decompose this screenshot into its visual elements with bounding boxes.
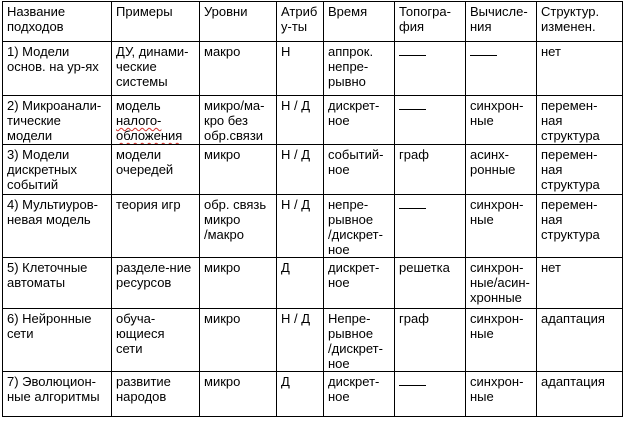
cell-line: аппрок. bbox=[328, 44, 374, 59]
cell-line: Н bbox=[281, 44, 291, 59]
cell-line: ные bbox=[470, 212, 494, 227]
header-line: Структур. bbox=[541, 4, 600, 19]
cell-topology bbox=[395, 145, 466, 195]
cell-attributes bbox=[277, 309, 324, 372]
cell-line: Д bbox=[281, 374, 290, 389]
cell-line: событий bbox=[7, 177, 59, 192]
cell-line: непре- bbox=[328, 59, 369, 74]
header-cell-examples bbox=[112, 2, 200, 42]
header-line: Примеры bbox=[116, 4, 173, 19]
cell-line: перемен- bbox=[541, 147, 598, 162]
table-header-row bbox=[3, 2, 623, 42]
cell-structure bbox=[537, 372, 623, 417]
cell-line: системы bbox=[116, 74, 168, 89]
table-row bbox=[3, 309, 623, 372]
cell-line: модель bbox=[116, 98, 161, 113]
cell-line: обр. связь bbox=[204, 197, 267, 212]
cell-line: синхрон- bbox=[470, 260, 524, 275]
header-line: Название bbox=[7, 4, 66, 19]
cell-examples bbox=[112, 309, 200, 372]
header-line: Уровни bbox=[204, 4, 248, 19]
cell-line: микро bbox=[204, 147, 241, 162]
cell-line: ющиеся bbox=[116, 326, 165, 341]
cell-examples bbox=[112, 258, 200, 309]
table-row bbox=[3, 145, 623, 195]
cell-line: перемен- bbox=[541, 98, 598, 113]
cell-line: асинх- bbox=[470, 147, 509, 162]
document-area bbox=[2, 1, 623, 417]
header-line: подходов bbox=[7, 19, 64, 34]
cell-line: 3) Модели bbox=[7, 147, 70, 162]
cell-computation bbox=[466, 195, 537, 258]
cell-line: синхрон- bbox=[470, 98, 524, 113]
cell-line: ное bbox=[328, 242, 350, 257]
cell-line: обр.связи bbox=[204, 128, 264, 143]
cell-line: ное bbox=[328, 275, 350, 290]
cell-computation bbox=[466, 145, 537, 195]
cell-line: обуча- bbox=[116, 311, 156, 326]
cell-line: /дискрет- bbox=[328, 341, 383, 356]
cell-line: дискретных bbox=[7, 162, 78, 177]
cell-name bbox=[3, 145, 112, 195]
cell-levels bbox=[200, 42, 277, 96]
cell-line: ная bbox=[541, 212, 563, 227]
cell-time bbox=[324, 195, 395, 258]
cell-line: решетка bbox=[399, 260, 450, 275]
cell-levels bbox=[200, 309, 277, 372]
cell-line: /макро bbox=[204, 227, 244, 242]
cell-levels bbox=[200, 145, 277, 195]
cell-line: 7) Эволюцион- bbox=[7, 374, 97, 389]
cell-line: Непре- bbox=[328, 311, 371, 326]
cell-line: ное bbox=[328, 356, 350, 371]
header-line: изменен. bbox=[541, 19, 596, 34]
cell-name bbox=[3, 372, 112, 417]
cell-line: невая модель bbox=[7, 212, 91, 227]
cell-line: модели bbox=[116, 147, 162, 162]
cell-line: Н / Д bbox=[281, 311, 311, 326]
cell-examples bbox=[112, 195, 200, 258]
cell-attributes bbox=[277, 258, 324, 309]
cell-attributes bbox=[277, 372, 324, 417]
cell-structure bbox=[537, 258, 623, 309]
header-cell-levels bbox=[200, 2, 277, 42]
cell-topology bbox=[395, 372, 466, 417]
cell-line: структура bbox=[541, 177, 600, 192]
cell-line: автоматы bbox=[7, 275, 66, 290]
header-cell-topology bbox=[395, 2, 466, 42]
cell-line: 2) Микроанали- bbox=[7, 98, 102, 113]
cell-attributes bbox=[277, 42, 324, 96]
cell-line: кро без bbox=[204, 113, 248, 128]
cell-line: нет bbox=[541, 44, 561, 59]
cell-line: ные bbox=[470, 389, 494, 404]
cell-attributes bbox=[277, 96, 324, 145]
cell-line: разделе-ние bbox=[116, 260, 192, 275]
cell-levels bbox=[200, 372, 277, 417]
cell-computation bbox=[466, 372, 537, 417]
cell-line: синхрон- bbox=[470, 311, 524, 326]
cell-line: ная bbox=[541, 113, 563, 128]
cell-line: обложения bbox=[116, 128, 183, 143]
cell-attributes bbox=[277, 145, 324, 195]
header-line: Вычисле- bbox=[470, 4, 528, 19]
table-body bbox=[3, 42, 623, 417]
cell-line: адаптация bbox=[541, 311, 605, 326]
cell-time bbox=[324, 42, 395, 96]
cell-line: дискрет- bbox=[328, 374, 380, 389]
cell-line: событий- bbox=[328, 147, 384, 162]
blank-dash-line bbox=[470, 55, 497, 56]
cell-name bbox=[3, 309, 112, 372]
cell-line: тические bbox=[7, 113, 61, 128]
cell-line: микро bbox=[204, 311, 241, 326]
blank-dash-line bbox=[399, 208, 426, 209]
cell-line: народов bbox=[116, 389, 167, 404]
cell-line: нет bbox=[541, 260, 561, 275]
cell-time bbox=[324, 309, 395, 372]
header-line: Топогра- bbox=[399, 4, 451, 19]
cell-examples bbox=[112, 42, 200, 96]
cell-structure bbox=[537, 195, 623, 258]
cell-time bbox=[324, 96, 395, 145]
cell-examples bbox=[112, 372, 200, 417]
cell-topology bbox=[395, 195, 466, 258]
cell-name bbox=[3, 96, 112, 145]
cell-line: микро bbox=[204, 212, 241, 227]
cell-time bbox=[324, 258, 395, 309]
approaches-table bbox=[2, 1, 623, 417]
header-cell-time bbox=[324, 2, 395, 42]
cell-line: основ. на ур-ях bbox=[7, 59, 99, 74]
cell-line: микро bbox=[204, 260, 241, 275]
cell-line: ные алгоритмы bbox=[7, 389, 100, 404]
cell-computation bbox=[466, 309, 537, 372]
cell-line: непре- bbox=[328, 197, 369, 212]
table-row bbox=[3, 372, 623, 417]
blank-dash-line bbox=[399, 55, 426, 56]
cell-levels bbox=[200, 96, 277, 145]
cell-line: ное bbox=[328, 113, 350, 128]
cell-line: структура bbox=[541, 128, 600, 143]
header-cell-attributes bbox=[277, 2, 324, 42]
cell-topology bbox=[395, 309, 466, 372]
cell-line: модели bbox=[7, 128, 53, 143]
cell-line: ресурсов bbox=[116, 275, 172, 290]
table-row bbox=[3, 258, 623, 309]
cell-line: налого- bbox=[116, 113, 162, 128]
cell-structure bbox=[537, 309, 623, 372]
cell-computation bbox=[466, 258, 537, 309]
header-line: у-ты bbox=[281, 19, 308, 34]
cell-line: ная bbox=[541, 162, 563, 177]
table-row bbox=[3, 96, 623, 145]
cell-line: синхрон- bbox=[470, 197, 524, 212]
cell-line: граф bbox=[399, 147, 429, 162]
cell-line: /дискрет- bbox=[328, 227, 383, 242]
cell-structure bbox=[537, 96, 623, 145]
cell-time bbox=[324, 145, 395, 195]
cell-time bbox=[324, 372, 395, 417]
cell-line: очередей bbox=[116, 162, 174, 177]
cell-line: теория игр bbox=[116, 197, 181, 212]
cell-topology bbox=[395, 258, 466, 309]
cell-examples bbox=[112, 145, 200, 195]
cell-line: Н / Д bbox=[281, 197, 311, 212]
cell-line: ронные bbox=[470, 162, 516, 177]
cell-line: ное bbox=[328, 162, 350, 177]
cell-line: синхрон- bbox=[470, 374, 524, 389]
cell-line: дискрет- bbox=[328, 98, 380, 113]
cell-name bbox=[3, 195, 112, 258]
header-cell-computation bbox=[466, 2, 537, 42]
cell-line: сети bbox=[116, 341, 143, 356]
cell-line: макро bbox=[204, 44, 241, 59]
cell-line: развитие bbox=[116, 374, 171, 389]
cell-levels bbox=[200, 258, 277, 309]
cell-attributes bbox=[277, 195, 324, 258]
cell-line: микро bbox=[204, 374, 241, 389]
cell-line: структура bbox=[541, 227, 600, 242]
cell-line: ДУ, динами- bbox=[116, 44, 189, 59]
cell-examples bbox=[112, 96, 200, 145]
blank-dash-line bbox=[399, 385, 426, 386]
header-line: Время bbox=[328, 4, 368, 19]
cell-line: ное bbox=[328, 389, 350, 404]
cell-line: 5) Клеточные bbox=[7, 260, 88, 275]
cell-line: 6) Нейронные bbox=[7, 311, 92, 326]
cell-structure bbox=[537, 145, 623, 195]
blank-dash-line bbox=[399, 109, 426, 110]
cell-structure bbox=[537, 42, 623, 96]
cell-line: дискрет- bbox=[328, 260, 380, 275]
header-cell-name bbox=[3, 2, 112, 42]
cell-line: ные/асин- bbox=[470, 275, 530, 290]
cell-line: адаптация bbox=[541, 374, 605, 389]
header-line: фия bbox=[399, 19, 424, 34]
cell-line: рывное bbox=[328, 326, 374, 341]
table-row bbox=[3, 42, 623, 96]
header-line: Атриб bbox=[281, 4, 318, 19]
cell-topology bbox=[395, 96, 466, 145]
cell-line: 1) Модели bbox=[7, 44, 70, 59]
cell-line: рывно bbox=[328, 74, 366, 89]
cell-line: ные bbox=[470, 113, 494, 128]
cell-line: микро/ма- bbox=[204, 98, 265, 113]
cell-line: рывное bbox=[328, 212, 374, 227]
cell-computation bbox=[466, 42, 537, 96]
cell-line: перемен- bbox=[541, 197, 598, 212]
cell-name bbox=[3, 42, 112, 96]
cell-line: ные bbox=[470, 326, 494, 341]
table-row bbox=[3, 195, 623, 258]
cell-name bbox=[3, 258, 112, 309]
cell-line: ческие bbox=[116, 59, 157, 74]
cell-line: граф bbox=[399, 311, 429, 326]
cell-levels bbox=[200, 195, 277, 258]
cell-line: 4) Мультиуров- bbox=[7, 197, 98, 212]
cell-topology bbox=[395, 42, 466, 96]
header-cell-structure bbox=[537, 2, 623, 42]
cell-computation bbox=[466, 96, 537, 145]
header-line: ния bbox=[470, 19, 492, 34]
cell-line: Н / Д bbox=[281, 98, 311, 113]
cell-line: сети bbox=[7, 326, 34, 341]
cell-line: Д bbox=[281, 260, 290, 275]
cell-line: Н / Д bbox=[281, 147, 311, 162]
cell-line: хронные bbox=[470, 290, 522, 305]
